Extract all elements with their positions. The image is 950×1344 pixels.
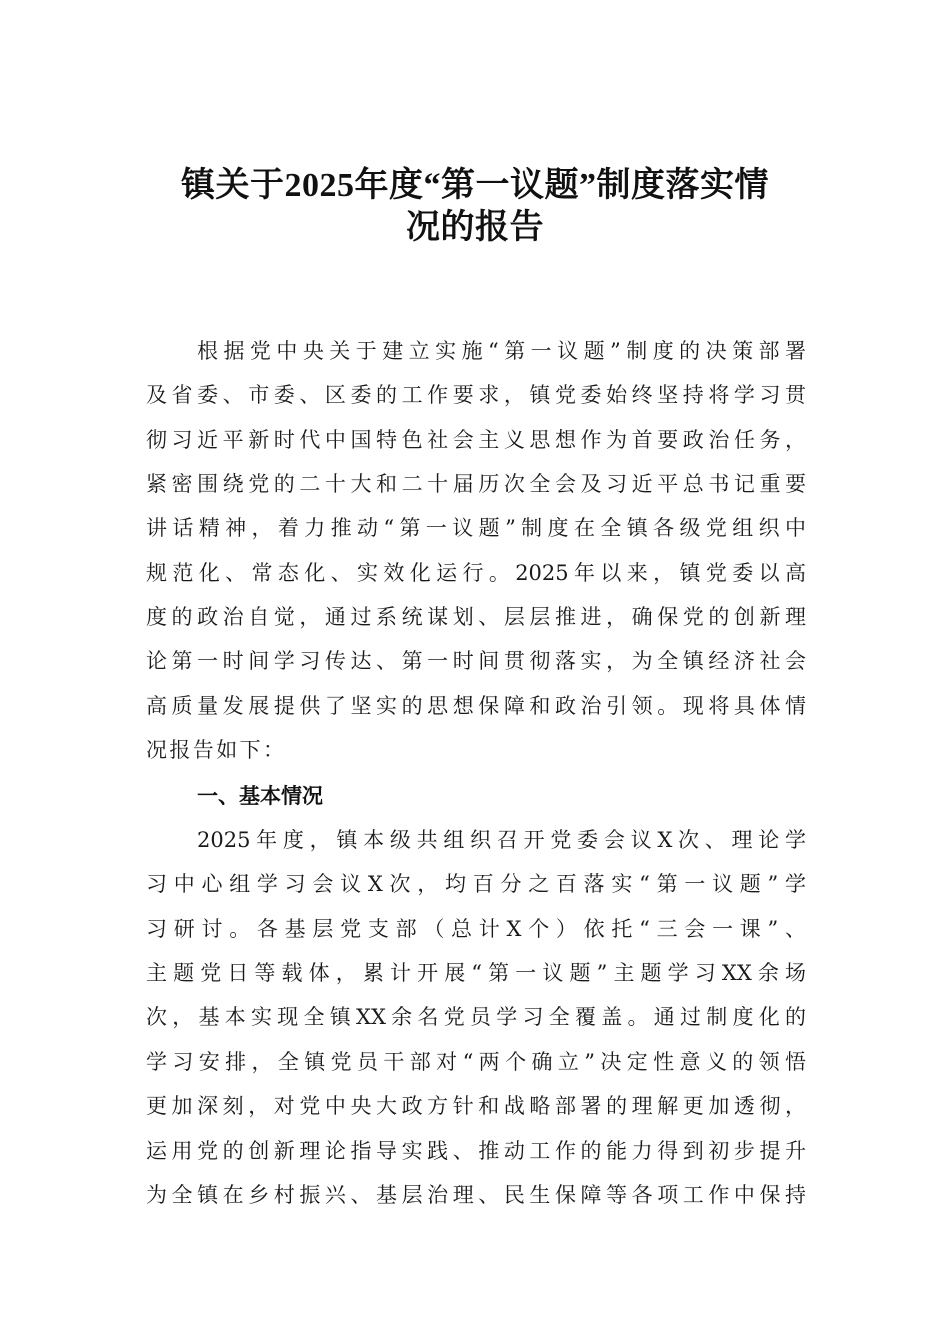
paragraph-line: 2025年度，镇本级共组织召开党委会议X次、理论学 xyxy=(197,828,806,852)
section-heading: 一、基本情况 xyxy=(197,784,323,808)
paragraph-line: 根据党中央关于建立实施“第一议题”制度的决策部署 xyxy=(197,339,806,363)
paragraph-line: 运用党的创新理论指导实践、推动工作的能力得到初步提升 xyxy=(146,1139,806,1163)
paragraph-line: 彻习近平新时代中国特色社会主义思想作为首要政治任务， xyxy=(146,428,806,452)
paragraph-line: 习研讨。各基层党支部（总计X个）依托“三会一课”、 xyxy=(146,917,806,941)
paragraph-line: 度的政治自觉，通过系统谋划、层层推进，确保党的创新理 xyxy=(146,605,806,629)
document-title-line-2: 况的报告 xyxy=(406,209,544,246)
paragraph-line: 主题党日等载体，累计开展“第一议题”主题学习XX余场 xyxy=(146,961,806,985)
paragraph-line: 学习安排，全镇党员干部对“两个确立”决定性意义的领悟 xyxy=(146,1050,806,1074)
paragraph-line: 高质量发展提供了坚实的思想保障和政治引领。现将具体情 xyxy=(146,694,806,718)
paragraph-line: 习中心组学习会议X次，均百分之百落实“第一议题”学 xyxy=(146,872,806,896)
paragraph-line: 规范化、常态化、实效化运行。2025年以来，镇党委以高 xyxy=(146,561,806,585)
paragraph-line: 紧密围绕党的二十大和二十届历次全会及习近平总书记重要 xyxy=(146,472,806,496)
paragraph-line: 更加深刻，对党中央大政方针和战略部署的理解更加透彻， xyxy=(146,1094,806,1118)
document-title-line-1: 镇关于2025年度“第一议题”制度落实情 xyxy=(181,167,769,204)
paragraph-line: 及省委、市委、区委的工作要求，镇党委始终坚持将学习贯 xyxy=(146,383,806,407)
paragraph-line: 为全镇在乡村振兴、基层治理、民生保障等各项工作中保持 xyxy=(146,1183,806,1207)
paragraph-line: 论第一时间学习传达、第一时间贯彻落实，为全镇经济社会 xyxy=(146,649,806,673)
paragraph-line: 讲话精神，着力推动“第一议题”制度在全镇各级党组织中 xyxy=(146,516,806,540)
paragraph-line: 况报告如下： xyxy=(146,738,287,762)
paragraph-line: 次，基本实现全镇XX余名党员学习全覆盖。通过制度化的 xyxy=(146,1005,806,1029)
